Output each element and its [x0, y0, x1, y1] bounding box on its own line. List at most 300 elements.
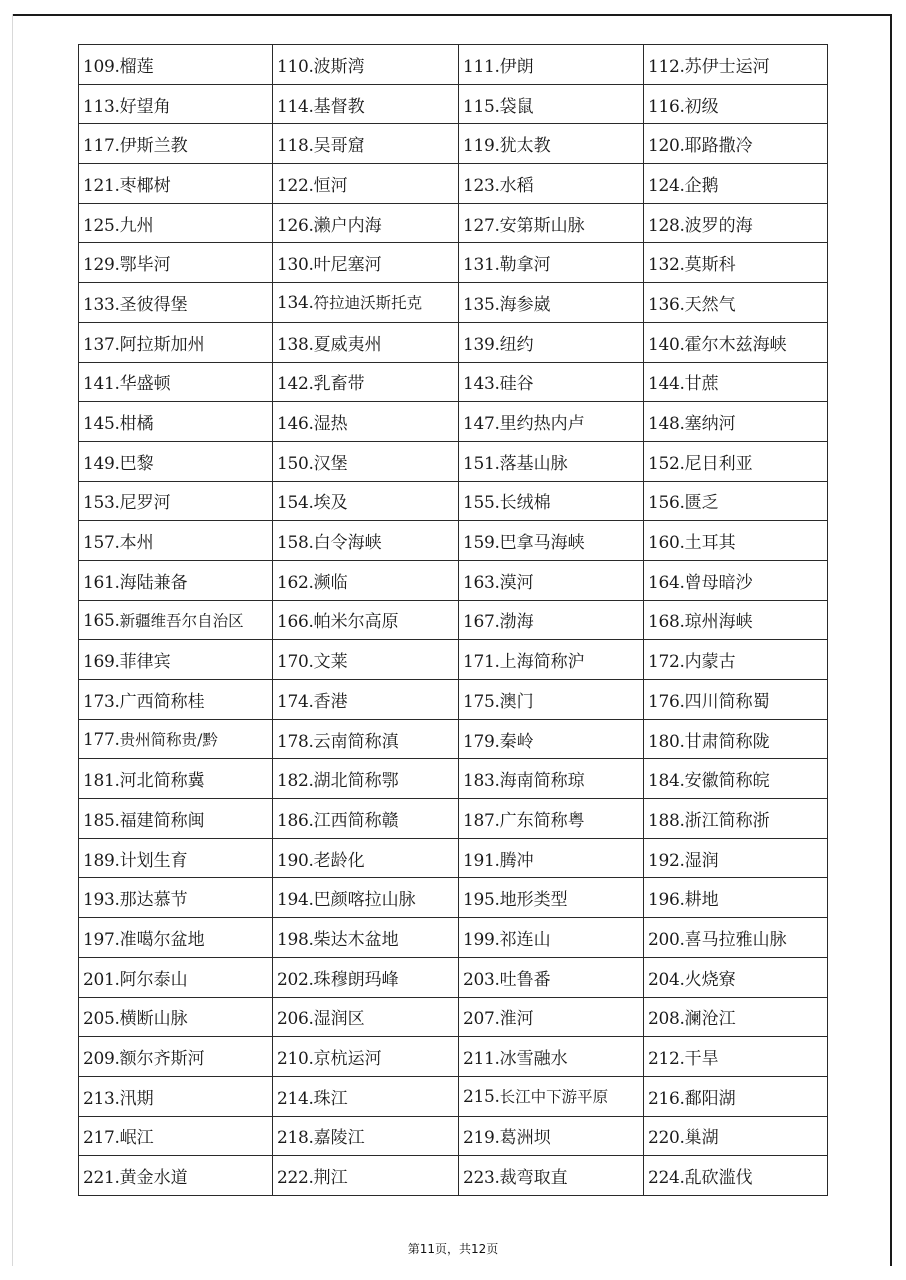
entry-number: 157.	[83, 533, 120, 554]
table-row	[79, 799, 828, 839]
entry-term: 恒河	[313, 175, 348, 196]
entry-number: 193.	[83, 890, 120, 911]
term-cell	[79, 600, 273, 640]
term-cell	[273, 1116, 459, 1156]
entry-term: 尼罗河	[119, 493, 171, 514]
entry-term: 帕米尔高原	[313, 612, 399, 633]
entry-term: 腾冲	[499, 850, 534, 871]
entry-term: 犹太教	[499, 136, 551, 157]
table-row	[79, 521, 828, 561]
table-row	[79, 560, 828, 600]
entry-term: 吐鲁番	[499, 969, 551, 990]
term-cell	[644, 362, 828, 402]
term-cell	[644, 838, 828, 878]
entry-term: 榴莲	[119, 56, 154, 77]
entry-term: 湿热	[313, 414, 348, 435]
term-cell	[644, 799, 828, 839]
entry-term: 巴颜喀拉山脉	[313, 890, 416, 911]
entry-number: 190.	[277, 850, 314, 871]
table-row	[79, 680, 828, 720]
term-cell	[79, 322, 273, 362]
term-cell	[273, 203, 459, 243]
entry-term: 海陆兼备	[119, 572, 188, 593]
entry-term: 长绒棉	[499, 493, 551, 514]
term-cell	[459, 203, 644, 243]
term-cell	[79, 481, 273, 521]
entry-term: 汉堡	[313, 453, 348, 474]
entry-term: 上海简称沪	[499, 652, 585, 673]
entry-number: 199.	[463, 929, 500, 950]
entry-number: 176.	[648, 691, 685, 712]
term-cell	[273, 759, 459, 799]
entry-number: 147.	[463, 414, 500, 435]
entry-term: 干旱	[684, 1049, 719, 1070]
entry-number: 130.	[277, 255, 314, 276]
entry-number: 154.	[277, 493, 314, 514]
entry-term: 土耳其	[684, 533, 736, 554]
entry-number: 156.	[648, 493, 685, 514]
entry-term: 澳门	[499, 691, 534, 712]
term-cell	[459, 600, 644, 640]
entry-number: 152.	[648, 453, 685, 474]
entry-term: 江西简称赣	[313, 810, 399, 831]
entry-number: 155.	[463, 493, 500, 514]
entry-number: 175.	[463, 691, 500, 712]
entry-term: 荆江	[313, 1168, 348, 1189]
entry-term: 琼州海峡	[684, 612, 753, 633]
entry-number: 118.	[277, 136, 314, 157]
entry-number: 128.	[648, 215, 685, 236]
entry-number: 164.	[648, 572, 685, 593]
entry-term: 岷江	[119, 1128, 154, 1149]
term-cell	[459, 521, 644, 561]
entry-number: 132.	[648, 255, 685, 276]
term-cell	[459, 362, 644, 402]
term-cell	[459, 1076, 644, 1116]
entry-number: 139.	[463, 334, 500, 355]
entry-term: 湿润区	[313, 1009, 365, 1030]
term-cell	[644, 957, 828, 997]
entry-number: 196.	[648, 890, 685, 911]
entry-term: 额尔齐斯河	[119, 1049, 205, 1070]
entry-term: 乳畜带	[313, 374, 365, 395]
entry-term: 基督教	[313, 96, 365, 117]
entry-term: 华盛顿	[119, 374, 171, 395]
entry-term: 甘肃简称陇	[684, 731, 770, 752]
term-cell	[273, 600, 459, 640]
entry-number: 111.	[463, 56, 500, 77]
term-cell	[273, 322, 459, 362]
entry-term: 尼日利亚	[684, 453, 753, 474]
entry-term: 黄金水道	[119, 1168, 188, 1189]
entry-number: 165.	[83, 610, 120, 631]
entry-term: 枣椰树	[119, 175, 171, 196]
entry-number: 223.	[463, 1168, 500, 1189]
entry-number: 188.	[648, 810, 685, 831]
entry-number: 220.	[648, 1128, 685, 1149]
term-cell	[273, 481, 459, 521]
entry-number: 167.	[463, 612, 500, 633]
term-cell	[273, 838, 459, 878]
entry-number: 119.	[463, 136, 500, 157]
entry-term: 裁弯取直	[499, 1168, 568, 1189]
entry-term: 海参崴	[499, 294, 551, 315]
term-cell	[79, 680, 273, 720]
term-cell	[273, 1037, 459, 1077]
term-cell	[644, 243, 828, 283]
entry-term: 阿尔泰山	[119, 969, 188, 990]
table-row	[79, 1116, 828, 1156]
term-cell	[644, 45, 828, 85]
term-cell	[459, 164, 644, 204]
entry-number: 151.	[463, 453, 500, 474]
term-cell	[459, 45, 644, 85]
entry-term: 珠江	[313, 1088, 348, 1109]
entry-term: 文莱	[313, 652, 348, 673]
entry-term: 巴黎	[119, 453, 154, 474]
table-row	[79, 719, 828, 759]
term-cell	[459, 838, 644, 878]
entry-number: 185.	[83, 810, 120, 831]
entry-number: 215.	[463, 1087, 500, 1108]
term-cell	[644, 997, 828, 1037]
entry-number: 143.	[463, 374, 500, 395]
entry-number: 173.	[83, 691, 120, 712]
term-cell	[273, 560, 459, 600]
entry-number: 183.	[463, 771, 500, 792]
term-cell	[273, 45, 459, 85]
entry-term: 叶尼塞河	[313, 255, 382, 276]
entry-number: 137.	[83, 334, 120, 355]
entry-term: 漠河	[499, 572, 534, 593]
entry-term: 初级	[684, 96, 719, 117]
term-cell	[273, 283, 459, 323]
entry-term: 濑户内海	[313, 215, 382, 236]
entry-number: 212.	[648, 1049, 685, 1070]
entry-term: 袋鼠	[499, 96, 534, 117]
entry-term: 霍尔木兹海峡	[684, 334, 787, 355]
term-cell	[459, 997, 644, 1037]
term-cell	[644, 719, 828, 759]
table-row	[79, 640, 828, 680]
entry-number: 125.	[83, 215, 120, 236]
term-cell	[273, 243, 459, 283]
entry-term: 广东简称粤	[499, 810, 585, 831]
entry-number: 203.	[463, 969, 500, 990]
entry-number: 214.	[277, 1088, 314, 1109]
entry-term: 新疆维吾尔自治区	[119, 611, 244, 630]
entry-number: 206.	[277, 1009, 314, 1030]
entry-term: 阿拉斯加州	[119, 334, 205, 355]
entry-term: 天然气	[684, 294, 736, 315]
entry-number: 184.	[648, 771, 685, 792]
entry-number: 112.	[648, 56, 685, 77]
entry-number: 219.	[463, 1128, 500, 1149]
term-cell	[459, 1156, 644, 1196]
term-cell	[79, 45, 273, 85]
term-cell	[273, 124, 459, 164]
term-cell	[459, 402, 644, 442]
entry-term: 浙江简称浙	[684, 810, 770, 831]
entry-number: 141.	[83, 374, 120, 395]
entry-term: 湖北简称鄂	[313, 771, 399, 792]
term-cell	[79, 918, 273, 958]
term-cell	[79, 283, 273, 323]
table-row	[79, 441, 828, 481]
term-cell	[79, 1116, 273, 1156]
entry-number: 116.	[648, 96, 685, 117]
entry-number: 140.	[648, 334, 685, 355]
term-cell	[459, 481, 644, 521]
table-row	[79, 759, 828, 799]
term-cell	[644, 203, 828, 243]
term-cell	[79, 124, 273, 164]
entry-number: 177.	[83, 730, 120, 751]
entry-number: 172.	[648, 652, 685, 673]
entry-number: 178.	[277, 731, 314, 752]
entry-number: 115.	[463, 96, 500, 117]
entry-number: 195.	[463, 890, 500, 911]
term-cell	[79, 838, 273, 878]
entry-term: 塞纳河	[684, 414, 736, 435]
term-cell	[644, 164, 828, 204]
entry-number: 205.	[83, 1009, 120, 1030]
entry-number: 217.	[83, 1128, 120, 1149]
page-border-top	[12, 14, 892, 16]
term-cell	[644, 918, 828, 958]
entry-term: 贵州简称贵/黔	[119, 731, 218, 750]
term-cell	[79, 441, 273, 481]
entry-term: 伊斯兰教	[119, 136, 188, 157]
term-cell	[79, 1037, 273, 1077]
entry-number: 181.	[83, 771, 120, 792]
entry-term: 海南简称琼	[499, 771, 585, 792]
entry-term: 四川简称蜀	[684, 691, 770, 712]
entry-number: 213.	[83, 1088, 120, 1109]
term-cell	[644, 600, 828, 640]
entry-term: 地形类型	[499, 890, 568, 911]
entry-term: 渤海	[499, 612, 534, 633]
term-cell	[459, 1116, 644, 1156]
term-cell	[273, 362, 459, 402]
term-cell	[273, 997, 459, 1037]
term-cell	[79, 997, 273, 1037]
term-cell	[273, 1156, 459, 1196]
term-cell	[79, 84, 273, 124]
table-row	[79, 997, 828, 1037]
term-cell	[644, 521, 828, 561]
page-border-right	[890, 14, 892, 1266]
entry-term: 吴哥窟	[313, 136, 365, 157]
term-cell	[459, 719, 644, 759]
entry-term: 九州	[119, 215, 154, 236]
table-row	[79, 45, 828, 85]
entry-number: 138.	[277, 334, 314, 355]
entry-number: 160.	[648, 533, 685, 554]
entry-term: 圣彼得堡	[119, 294, 188, 315]
term-cell	[459, 124, 644, 164]
entry-number: 122.	[277, 175, 314, 196]
entry-number: 163.	[463, 572, 500, 593]
entry-number: 162.	[277, 572, 314, 593]
table-row	[79, 1156, 828, 1196]
entry-term: 埃及	[313, 493, 348, 514]
term-cell	[644, 322, 828, 362]
entry-number: 129.	[83, 255, 120, 276]
term-cell	[79, 759, 273, 799]
entry-number: 192.	[648, 850, 685, 871]
term-cell	[644, 1116, 828, 1156]
entry-term: 莫斯科	[684, 255, 736, 276]
term-cell	[273, 957, 459, 997]
term-cell	[79, 1076, 273, 1116]
entry-number: 186.	[277, 810, 314, 831]
entry-term: 匮乏	[684, 493, 719, 514]
term-cell	[459, 84, 644, 124]
term-cell	[273, 402, 459, 442]
entry-number: 144.	[648, 374, 685, 395]
term-cell	[459, 878, 644, 918]
term-cell	[79, 203, 273, 243]
table-row	[79, 957, 828, 997]
term-cell	[644, 560, 828, 600]
entry-term: 计划生育	[119, 850, 188, 871]
entry-term: 柴达木盆地	[313, 929, 399, 950]
entry-number: 168.	[648, 612, 685, 633]
table-row	[79, 918, 828, 958]
entry-term: 鄂毕河	[119, 255, 171, 276]
term-cell	[79, 402, 273, 442]
entry-term: 广西简称桂	[119, 691, 205, 712]
entry-number: 208.	[648, 1009, 685, 1030]
entry-term: 长江中下游平原	[499, 1088, 609, 1107]
term-cell	[79, 1156, 273, 1196]
entry-number: 182.	[277, 771, 314, 792]
term-cell	[273, 680, 459, 720]
term-cell	[459, 560, 644, 600]
table-row	[79, 322, 828, 362]
entry-term: 横断山脉	[119, 1009, 188, 1030]
entry-number: 134.	[277, 293, 314, 314]
entry-term: 濒临	[313, 572, 348, 593]
entry-term: 秦岭	[499, 731, 534, 752]
term-cell	[459, 640, 644, 680]
term-cell	[459, 1037, 644, 1077]
term-cell	[459, 322, 644, 362]
table-row	[79, 164, 828, 204]
entry-number: 135.	[463, 294, 500, 315]
entry-term: 火烧寮	[684, 969, 736, 990]
entry-number: 148.	[648, 414, 685, 435]
entry-term: 夏威夷州	[313, 334, 382, 355]
entry-number: 131.	[463, 255, 500, 276]
term-cell	[644, 1156, 828, 1196]
entry-term: 巢湖	[684, 1128, 719, 1149]
entry-term: 曾母暗沙	[684, 572, 753, 593]
entry-term: 喜马拉雅山脉	[684, 929, 787, 950]
entry-term: 柑橘	[119, 414, 154, 435]
entry-number: 191.	[463, 850, 500, 871]
term-cell	[79, 243, 273, 283]
entry-number: 123.	[463, 175, 500, 196]
term-cell	[273, 640, 459, 680]
entry-term: 里约热内卢	[499, 414, 585, 435]
entry-number: 127.	[463, 215, 500, 236]
entry-number: 200.	[648, 929, 685, 950]
entry-number: 120.	[648, 136, 685, 157]
entry-number: 216.	[648, 1088, 685, 1109]
table-row	[79, 84, 828, 124]
entry-number: 189.	[83, 850, 120, 871]
entry-number: 201.	[83, 969, 120, 990]
entry-term: 波罗的海	[684, 215, 753, 236]
entry-term: 京杭运河	[313, 1049, 382, 1070]
entry-term: 澜沧江	[684, 1009, 736, 1030]
entry-number: 211.	[463, 1049, 500, 1070]
term-cell	[79, 164, 273, 204]
entry-term: 安第斯山脉	[499, 215, 585, 236]
entry-number: 117.	[83, 136, 120, 157]
term-cell	[459, 918, 644, 958]
entry-term: 企鹅	[684, 175, 719, 196]
entry-number: 110.	[277, 56, 314, 77]
entry-term: 那达慕节	[119, 890, 188, 911]
term-cell	[459, 283, 644, 323]
page-border-left	[12, 14, 13, 1266]
table-row	[79, 124, 828, 164]
entry-term: 乱砍滥伐	[684, 1168, 753, 1189]
entry-number: 166.	[277, 612, 314, 633]
term-cell	[79, 957, 273, 997]
entry-term: 纽约	[499, 334, 534, 355]
entry-number: 197.	[83, 929, 120, 950]
entry-number: 224.	[648, 1168, 685, 1189]
term-cell	[644, 124, 828, 164]
entry-term: 汛期	[119, 1088, 154, 1109]
entry-number: 171.	[463, 652, 500, 673]
entry-number: 170.	[277, 652, 314, 673]
term-cell	[644, 640, 828, 680]
term-cell	[644, 759, 828, 799]
entry-term: 苏伊士运河	[684, 56, 770, 77]
term-cell	[273, 521, 459, 561]
term-cell	[273, 918, 459, 958]
entry-number: 169.	[83, 652, 120, 673]
term-cell	[644, 283, 828, 323]
table-row	[79, 878, 828, 918]
term-cell	[644, 441, 828, 481]
entry-number: 136.	[648, 294, 685, 315]
term-cell	[459, 957, 644, 997]
entry-term: 耕地	[684, 890, 719, 911]
entry-term: 好望角	[119, 96, 171, 117]
entry-term: 波斯湾	[313, 56, 365, 77]
term-cell	[459, 680, 644, 720]
entry-term: 伊朗	[499, 56, 534, 77]
entry-number: 159.	[463, 533, 500, 554]
term-cell	[273, 441, 459, 481]
entry-number: 204.	[648, 969, 685, 990]
entry-number: 145.	[83, 414, 120, 435]
entry-term: 巴拿马海峡	[499, 533, 585, 554]
entry-number: 207.	[463, 1009, 500, 1030]
entry-number: 149.	[83, 453, 120, 474]
term-cell	[644, 1076, 828, 1116]
term-table	[78, 44, 828, 1196]
entry-number: 187.	[463, 810, 500, 831]
entry-term: 福建简称闽	[119, 810, 205, 831]
entry-term: 符拉迪沃斯托克	[313, 294, 423, 313]
